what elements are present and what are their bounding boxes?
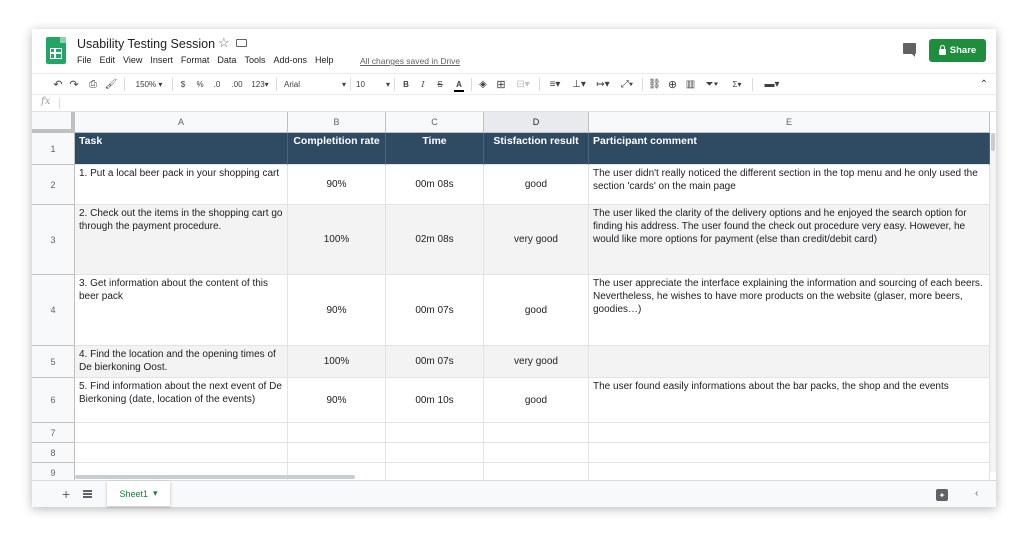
table-cell-rate[interactable]: 100% bbox=[288, 205, 386, 275]
menu-format[interactable]: Format bbox=[180, 55, 210, 65]
star-icon[interactable]: ☆ bbox=[218, 35, 230, 50]
paint-format-icon[interactable]: 🖌 bbox=[104, 79, 118, 90]
horizontal-align-icon[interactable]: ≡▾ bbox=[549, 79, 561, 90]
menu-addons[interactable]: Add-ons bbox=[273, 55, 307, 65]
row-header-8[interactable]: 8 bbox=[32, 443, 75, 463]
save-status-link[interactable]: All changes saved in Drive bbox=[360, 56, 461, 66]
column-header-e[interactable]: E bbox=[589, 112, 990, 133]
spreadsheet-window bbox=[32, 29, 996, 507]
share-button[interactable] bbox=[929, 39, 986, 62]
chevron-down-icon: ▾ bbox=[341, 80, 346, 89]
row-header-7[interactable]: 7 bbox=[32, 423, 75, 443]
percent-format-button[interactable]: % bbox=[196, 80, 204, 89]
table-cell-time[interactable]: 00m 10s bbox=[386, 378, 484, 423]
document-title[interactable]: Usability Testing Session bbox=[77, 37, 216, 51]
header-cell-satisfaction[interactable]: Stisfaction result bbox=[484, 133, 589, 165]
table-cell-rate[interactable]: 100% bbox=[288, 346, 386, 378]
table-cell-satisfaction[interactable]: good bbox=[484, 378, 589, 423]
chevron-down-icon: ▾ bbox=[385, 80, 390, 89]
insert-comment-icon[interactable]: ⊕ bbox=[667, 79, 678, 91]
table-cell-task[interactable]: 2. Check out the items in the shopping cart go through the payment procedure. bbox=[75, 205, 288, 275]
table-cell-satisfaction[interactable]: good bbox=[484, 275, 589, 346]
menu-data[interactable]: Data bbox=[217, 55, 237, 65]
sheet-tab-label: Sheet1 bbox=[119, 488, 148, 499]
print-icon[interactable]: ⎙ bbox=[89, 79, 97, 90]
collapse-menu-icon[interactable]: ⌃ bbox=[979, 79, 989, 90]
sheet-tab[interactable] bbox=[107, 481, 170, 506]
strikethrough-button[interactable]: S bbox=[437, 80, 443, 89]
font-size-select[interactable] bbox=[356, 77, 390, 92]
table-cell-task[interactable]: 4. Find the location and the opening times of De bierkoning Oost. bbox=[75, 346, 288, 378]
toolbar-divider bbox=[539, 78, 540, 91]
empty-cell[interactable] bbox=[589, 443, 990, 463]
sheet-tab-bar bbox=[32, 480, 996, 507]
empty-cell[interactable] bbox=[288, 443, 386, 463]
lock-icon bbox=[939, 49, 946, 55]
table-cell-time[interactable]: 00m 08s bbox=[386, 165, 484, 205]
row-header-9[interactable]: 9 bbox=[32, 463, 75, 483]
select-all-corner[interactable] bbox=[32, 112, 75, 133]
empty-cell[interactable] bbox=[484, 443, 589, 463]
toolbar-divider bbox=[642, 78, 643, 91]
increase-decimal-button[interactable]: .00 bbox=[231, 80, 243, 89]
sheets-logo-icon[interactable] bbox=[46, 37, 66, 64]
horizontal-scroll-thumb[interactable] bbox=[75, 475, 355, 479]
table-cell-time[interactable]: 02m 08s bbox=[386, 205, 484, 275]
sum-label: Σ bbox=[732, 80, 738, 89]
row-header-6[interactable]: 6 bbox=[32, 378, 75, 423]
row-header-5[interactable]: 5 bbox=[32, 346, 75, 378]
filter-icon[interactable]: ⏷▾ bbox=[705, 79, 719, 90]
menu-view[interactable]: View bbox=[123, 55, 143, 65]
redo-icon[interactable]: ↷ bbox=[69, 79, 79, 91]
table-cell-comment[interactable] bbox=[589, 346, 990, 378]
table-cell-rate[interactable]: 90% bbox=[288, 165, 386, 205]
empty-cell[interactable] bbox=[386, 443, 484, 463]
zoom-value: 150% bbox=[135, 80, 157, 89]
table-cell-time[interactable]: 00m 07s bbox=[386, 346, 484, 378]
empty-cell[interactable] bbox=[386, 423, 484, 443]
fx-icon: fx bbox=[41, 96, 51, 107]
share-label: Share bbox=[949, 45, 977, 56]
text-color-button[interactable] bbox=[453, 77, 465, 92]
move-to-folder-icon[interactable] bbox=[236, 39, 247, 47]
header-cell-task[interactable]: Task bbox=[75, 133, 288, 165]
text-color-label: A bbox=[456, 80, 462, 89]
menu-bar bbox=[77, 55, 334, 65]
menu-insert[interactable]: Insert bbox=[150, 55, 173, 65]
empty-cell[interactable] bbox=[75, 423, 288, 443]
row-header-1[interactable]: 1 bbox=[32, 133, 75, 165]
insert-link-icon[interactable]: ⛓ bbox=[648, 79, 661, 90]
table-cell-comment[interactable]: The user appreciate the interface explaining the information and sourcing of each beers. Nevertheless, he wishes to have more products on the website (glaser, more beers, goodies…) bbox=[589, 275, 990, 346]
empty-cell[interactable] bbox=[589, 423, 990, 443]
sheet-grid bbox=[32, 112, 996, 478]
row-header-3[interactable]: 3 bbox=[32, 205, 75, 275]
menu-tools[interactable]: Tools bbox=[244, 55, 266, 65]
row-header-4[interactable]: 4 bbox=[32, 275, 75, 346]
toolbar-divider bbox=[124, 78, 125, 91]
add-sheet-icon[interactable]: + bbox=[62, 486, 71, 502]
column-header-d[interactable]: D bbox=[484, 112, 589, 133]
chevron-left-icon[interactable]: ‹ bbox=[975, 488, 979, 499]
toolbar-divider bbox=[471, 78, 472, 91]
input-tools-icon[interactable]: ▬▾ bbox=[764, 79, 780, 90]
toolbar-divider bbox=[276, 78, 277, 91]
font-family-value: Arial bbox=[284, 80, 301, 89]
empty-cell[interactable] bbox=[288, 423, 386, 443]
insert-chart-icon[interactable]: ▥ bbox=[685, 79, 696, 90]
explore-icon[interactable]: ✦ bbox=[936, 489, 948, 501]
table-cell-rate[interactable]: 90% bbox=[288, 275, 386, 346]
table-cell-comment[interactable]: The user didn't really noticed the different section in the top menu and he only used the section 'cards' on the main page bbox=[589, 165, 990, 205]
column-header-a[interactable]: A bbox=[75, 112, 288, 133]
row-header-2[interactable]: 2 bbox=[32, 165, 75, 205]
font-size-value: 10 bbox=[356, 80, 365, 89]
vertical-scroll-thumb[interactable] bbox=[991, 133, 995, 151]
empty-cell[interactable] bbox=[75, 443, 288, 463]
empty-cell[interactable] bbox=[484, 423, 589, 443]
toolbar-divider bbox=[172, 78, 173, 91]
functions-icon[interactable]: Σ ▾ bbox=[732, 80, 742, 89]
text-rotation-icon[interactable]: ⤢▾ bbox=[620, 79, 634, 90]
table-cell-task[interactable]: 3. Get information about the content of this beer pack bbox=[75, 275, 288, 346]
toolbar-divider bbox=[752, 78, 753, 91]
chevron-down-icon[interactable]: ▾ bbox=[153, 488, 158, 498]
vertical-align-icon[interactable]: ⊥▾ bbox=[572, 79, 586, 90]
comments-icon[interactable] bbox=[903, 43, 916, 54]
vertical-scrollbar[interactable] bbox=[990, 133, 996, 472]
undo-icon[interactable]: ↶ bbox=[53, 79, 63, 91]
currency-format-button[interactable]: $ bbox=[180, 80, 186, 89]
table-cell-task[interactable]: 5. Find information about the next event of De Bierkoning (date, location of the events) bbox=[75, 378, 288, 423]
fill-color-icon[interactable]: ◈ bbox=[479, 79, 487, 90]
merge-cells-icon[interactable]: ⊟▾ bbox=[516, 79, 530, 90]
column-header-b[interactable]: B bbox=[288, 112, 386, 133]
table-cell-satisfaction[interactable]: very good bbox=[484, 205, 589, 275]
toolbar-divider bbox=[350, 78, 351, 91]
toolbar bbox=[32, 73, 996, 95]
more-formats-label: 123 bbox=[251, 80, 265, 89]
toolbar-divider bbox=[394, 78, 395, 91]
table-cell-satisfaction[interactable]: good bbox=[484, 165, 589, 205]
table-cell-comment[interactable]: The user liked the clarity of the delivery options and he enjoyed the search option for finding his address. The user found the check out procedure very easy. However, he would like more options for payment (else than credit/debit card) bbox=[589, 205, 990, 275]
table-cell-task[interactable]: 1. Put a local beer pack in your shopping cart bbox=[75, 165, 288, 205]
zoom-select[interactable]: 150% ▾ bbox=[135, 80, 163, 89]
bold-button[interactable]: B bbox=[403, 80, 409, 89]
title-bar bbox=[32, 29, 996, 73]
table-cell-comment[interactable]: The user found easily informations about the bar packs, the shop and the events bbox=[589, 378, 990, 423]
text-color-swatch bbox=[454, 90, 464, 92]
menu-edit[interactable]: Edit bbox=[99, 55, 116, 65]
font-family-select[interactable] bbox=[284, 77, 346, 92]
more-formats-button[interactable]: 123 ▾ bbox=[251, 80, 269, 89]
formula-divider bbox=[59, 98, 60, 109]
formula-bar bbox=[32, 95, 996, 112]
table-cell-rate[interactable]: 90% bbox=[288, 378, 386, 423]
header-cell-comment[interactable]: Participant comment bbox=[589, 133, 990, 165]
table-cell-time[interactable]: 00m 07s bbox=[386, 275, 484, 346]
menu-help[interactable]: Help bbox=[314, 55, 334, 65]
table-cell-satisfaction[interactable]: very good bbox=[484, 346, 589, 378]
menu-file[interactable]: File bbox=[77, 55, 92, 65]
italic-button[interactable]: I bbox=[421, 80, 425, 89]
all-sheets-icon[interactable] bbox=[83, 490, 92, 498]
header-cell-completion-rate[interactable]: Completition rate bbox=[288, 133, 386, 165]
decrease-decimal-button[interactable]: .0 bbox=[213, 80, 221, 89]
text-wrapping-icon[interactable]: ↦▾ bbox=[596, 79, 610, 90]
header-cell-time[interactable]: Time bbox=[386, 133, 484, 165]
borders-icon[interactable]: ⊞ bbox=[496, 79, 506, 91]
column-header-c[interactable]: C bbox=[386, 112, 484, 133]
